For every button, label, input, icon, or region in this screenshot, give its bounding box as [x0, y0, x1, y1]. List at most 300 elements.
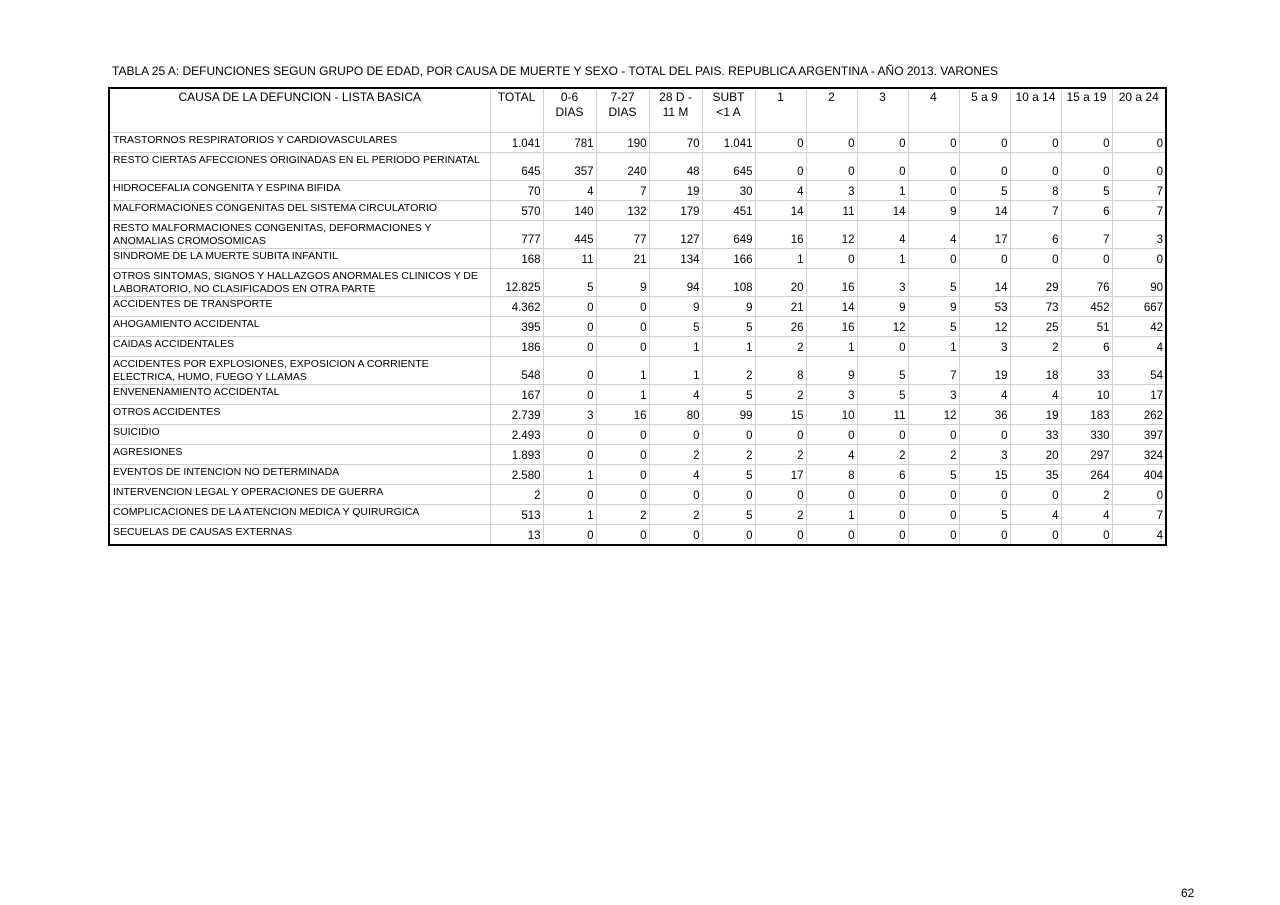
- value-cell: 513: [490, 505, 543, 525]
- value-cell: 1: [649, 337, 702, 357]
- cause-cell: INTERVENCION LEGAL Y OPERACIONES DE GUERRA: [109, 485, 490, 505]
- value-cell: 1: [543, 465, 596, 485]
- value-cell: 14: [857, 201, 908, 221]
- value-cell: 132: [596, 201, 649, 221]
- value-cell: 4: [857, 221, 908, 249]
- value-cell: 7: [1061, 221, 1112, 249]
- value-cell: 0: [543, 357, 596, 385]
- value-cell: 33: [1010, 425, 1061, 445]
- value-cell: 0: [1010, 133, 1061, 153]
- value-cell: 0: [543, 525, 596, 546]
- value-cell: 297: [1061, 445, 1112, 465]
- table-row: [109, 317, 1166, 337]
- value-cell: 0: [806, 153, 857, 181]
- value-cell: 190: [596, 133, 649, 153]
- value-cell: 0: [1112, 249, 1166, 269]
- value-cell: 0: [755, 485, 806, 505]
- value-cell: 0: [543, 425, 596, 445]
- value-cell: 1: [755, 249, 806, 269]
- value-cell: 179: [649, 201, 702, 221]
- value-cell: 15: [959, 465, 1010, 485]
- value-cell: 17: [959, 221, 1010, 249]
- value-cell: 9: [908, 297, 959, 317]
- value-cell: 3: [806, 181, 857, 201]
- cause-cell: SUICIDIO: [109, 425, 490, 445]
- value-cell: 30: [702, 181, 755, 201]
- value-cell: 0: [596, 465, 649, 485]
- page-number: 62: [1181, 886, 1195, 900]
- value-cell: 12: [959, 317, 1010, 337]
- table-row: [109, 485, 1166, 505]
- value-cell: 0: [596, 485, 649, 505]
- value-cell: 48: [649, 153, 702, 181]
- value-cell: 108: [702, 269, 755, 297]
- value-cell: 5: [702, 385, 755, 405]
- value-cell: 7: [596, 181, 649, 201]
- cause-cell: AGRESIONES: [109, 445, 490, 465]
- value-cell: 42: [1112, 317, 1166, 337]
- value-cell: 25: [1010, 317, 1061, 337]
- value-cell: 0: [1061, 525, 1112, 546]
- value-cell: 5: [543, 269, 596, 297]
- table-row: [109, 385, 1166, 405]
- cause-cell: COMPLICACIONES DE LA ATENCION MEDICA Y QUIRURGICA: [109, 505, 490, 525]
- cause-cell: ACCIDENTES POR EXPLOSIONES, EXPOSICION A CORRIENTE ELECTRICA, HUMO, FUEGO Y LLAMAS: [109, 357, 490, 385]
- value-cell: 4: [1010, 505, 1061, 525]
- value-cell: 0: [806, 425, 857, 445]
- value-cell: 452: [1061, 297, 1112, 317]
- header-col: 20 a 24: [1112, 88, 1166, 133]
- value-cell: 324: [1112, 445, 1166, 465]
- value-cell: 5: [702, 505, 755, 525]
- value-cell: 4.362: [490, 297, 543, 317]
- value-cell: 0: [755, 133, 806, 153]
- value-cell: 4: [1112, 337, 1166, 357]
- value-cell: 2: [1061, 485, 1112, 505]
- value-cell: 0: [596, 425, 649, 445]
- value-cell: 1.041: [490, 133, 543, 153]
- value-cell: 2: [857, 445, 908, 465]
- value-cell: 33: [1061, 357, 1112, 385]
- value-cell: 4: [959, 385, 1010, 405]
- table-row: [109, 269, 1166, 297]
- value-cell: 17: [755, 465, 806, 485]
- value-cell: 0: [755, 525, 806, 546]
- value-cell: 2: [649, 445, 702, 465]
- value-cell: 2: [755, 505, 806, 525]
- cause-cell: RESTO MALFORMACIONES CONGENITAS, DEFORMACIONES Y ANOMALIAS CROMOSOMICAS: [109, 221, 490, 249]
- value-cell: 4: [755, 181, 806, 201]
- value-cell: 134: [649, 249, 702, 269]
- cause-cell: ACCIDENTES DE TRANSPORTE: [109, 297, 490, 317]
- value-cell: 18: [1010, 357, 1061, 385]
- value-cell: 2: [755, 445, 806, 465]
- value-cell: 14: [806, 297, 857, 317]
- value-cell: 14: [959, 269, 1010, 297]
- value-cell: 8: [806, 465, 857, 485]
- value-cell: 90: [1112, 269, 1166, 297]
- value-cell: 21: [755, 297, 806, 317]
- value-cell: 0: [857, 505, 908, 525]
- value-cell: 5: [649, 317, 702, 337]
- value-cell: 264: [1061, 465, 1112, 485]
- value-cell: 1: [596, 357, 649, 385]
- value-cell: 168: [490, 249, 543, 269]
- value-cell: 2: [702, 357, 755, 385]
- value-cell: 11: [857, 405, 908, 425]
- cause-cell: OTROS SINTOMAS, SIGNOS Y HALLAZGOS ANORMALES CLINICOS Y DE LABORATORIO, NO CLASIFICADOS EN OTRA PARTE: [109, 269, 490, 297]
- value-cell: 0: [908, 485, 959, 505]
- value-cell: 8: [1010, 181, 1061, 201]
- value-cell: 51: [1061, 317, 1112, 337]
- cause-cell: MALFORMACIONES CONGENITAS DEL SISTEMA CIRCULATORIO: [109, 201, 490, 221]
- value-cell: 570: [490, 201, 543, 221]
- value-cell: 5: [908, 317, 959, 337]
- value-cell: 13: [490, 525, 543, 546]
- value-cell: 0: [959, 525, 1010, 546]
- table-row: [109, 425, 1166, 445]
- value-cell: 0: [702, 525, 755, 546]
- value-cell: 0: [806, 485, 857, 505]
- value-cell: 4: [649, 465, 702, 485]
- header-col: 7-27 DIAS: [596, 88, 649, 133]
- value-cell: 781: [543, 133, 596, 153]
- value-cell: 1.893: [490, 445, 543, 465]
- value-cell: 166: [702, 249, 755, 269]
- value-cell: 2: [490, 485, 543, 505]
- value-cell: 0: [543, 337, 596, 357]
- value-cell: 5: [702, 317, 755, 337]
- value-cell: 2.493: [490, 425, 543, 445]
- value-cell: 0: [649, 485, 702, 505]
- value-cell: 2: [908, 445, 959, 465]
- value-cell: 2: [755, 337, 806, 357]
- value-cell: 262: [1112, 405, 1166, 425]
- value-cell: 4: [649, 385, 702, 405]
- table-row: [109, 201, 1166, 221]
- value-cell: 19: [959, 357, 1010, 385]
- value-cell: 0: [857, 485, 908, 505]
- header-col: 3: [857, 88, 908, 133]
- header-row: [109, 88, 1166, 133]
- table-row: [109, 405, 1166, 425]
- value-cell: 26: [755, 317, 806, 337]
- value-cell: 1: [857, 249, 908, 269]
- value-cell: 0: [596, 445, 649, 465]
- value-cell: 36: [959, 405, 1010, 425]
- value-cell: 2: [755, 385, 806, 405]
- value-cell: 6: [857, 465, 908, 485]
- value-cell: 0: [908, 181, 959, 201]
- table-row: [109, 465, 1166, 485]
- value-cell: 0: [649, 525, 702, 546]
- value-cell: 645: [490, 153, 543, 181]
- value-cell: 0: [959, 425, 1010, 445]
- value-cell: 14: [755, 201, 806, 221]
- value-cell: 4: [908, 221, 959, 249]
- value-cell: 7: [1010, 201, 1061, 221]
- value-cell: 12.825: [490, 269, 543, 297]
- value-cell: 0: [543, 297, 596, 317]
- value-cell: 94: [649, 269, 702, 297]
- value-cell: 12: [908, 405, 959, 425]
- header-col: 5 a 9: [959, 88, 1010, 133]
- cause-cell: OTROS ACCIDENTES: [109, 405, 490, 425]
- value-cell: 0: [649, 425, 702, 445]
- header-col: 2: [806, 88, 857, 133]
- value-cell: 12: [806, 221, 857, 249]
- value-cell: 0: [1010, 153, 1061, 181]
- value-cell: 6: [1061, 201, 1112, 221]
- value-cell: 14: [959, 201, 1010, 221]
- cause-cell: TRASTORNOS RESPIRATORIOS Y CARDIOVASCULARES: [109, 133, 490, 153]
- value-cell: 9: [857, 297, 908, 317]
- value-cell: 9: [908, 201, 959, 221]
- value-cell: 2: [596, 505, 649, 525]
- value-cell: 0: [857, 337, 908, 357]
- value-cell: 80: [649, 405, 702, 425]
- value-cell: 0: [959, 249, 1010, 269]
- cause-cell: SECUELAS DE CAUSAS EXTERNAS: [109, 525, 490, 546]
- value-cell: 0: [959, 153, 1010, 181]
- value-cell: 0: [1010, 485, 1061, 505]
- value-cell: 16: [806, 269, 857, 297]
- value-cell: 0: [543, 485, 596, 505]
- table-row: [109, 221, 1166, 249]
- value-cell: 54: [1112, 357, 1166, 385]
- value-cell: 21: [596, 249, 649, 269]
- value-cell: 1: [806, 337, 857, 357]
- value-cell: 3: [806, 385, 857, 405]
- table-row: [109, 249, 1166, 269]
- cause-cell: CAIDAS ACCIDENTALES: [109, 337, 490, 357]
- value-cell: 0: [1010, 249, 1061, 269]
- table-row: [109, 505, 1166, 525]
- value-cell: 9: [596, 269, 649, 297]
- value-cell: 2: [1010, 337, 1061, 357]
- header-col: 28 D - 11 M: [649, 88, 702, 133]
- value-cell: 5: [908, 269, 959, 297]
- value-cell: 645: [702, 153, 755, 181]
- value-cell: 99: [702, 405, 755, 425]
- value-cell: 0: [908, 425, 959, 445]
- value-cell: 7: [1112, 505, 1166, 525]
- table-row: [109, 133, 1166, 153]
- value-cell: 53: [959, 297, 1010, 317]
- cause-cell: RESTO CIERTAS AFECCIONES ORIGINADAS EN EL PERIODO PERINATAL: [109, 153, 490, 181]
- table-row: [109, 337, 1166, 357]
- mortality-table: [108, 87, 1167, 546]
- value-cell: 667: [1112, 297, 1166, 317]
- value-cell: 3: [1112, 221, 1166, 249]
- value-cell: 127: [649, 221, 702, 249]
- value-cell: 404: [1112, 465, 1166, 485]
- value-cell: 0: [857, 133, 908, 153]
- value-cell: 16: [806, 317, 857, 337]
- value-cell: 0: [543, 385, 596, 405]
- value-cell: 451: [702, 201, 755, 221]
- value-cell: 777: [490, 221, 543, 249]
- header-col: 10 a 14: [1010, 88, 1061, 133]
- value-cell: 3: [959, 445, 1010, 465]
- value-cell: 140: [543, 201, 596, 221]
- value-cell: 0: [908, 505, 959, 525]
- value-cell: 1: [857, 181, 908, 201]
- value-cell: 0: [596, 337, 649, 357]
- table-row: [109, 153, 1166, 181]
- value-cell: 0: [1061, 249, 1112, 269]
- header-col: TOTAL: [490, 88, 543, 133]
- value-cell: 0: [857, 425, 908, 445]
- value-cell: 7: [1112, 201, 1166, 221]
- value-cell: 6: [1061, 337, 1112, 357]
- value-cell: 4: [806, 445, 857, 465]
- value-cell: 5: [959, 181, 1010, 201]
- value-cell: 649: [702, 221, 755, 249]
- value-cell: 9: [649, 297, 702, 317]
- header-col: 4: [908, 88, 959, 133]
- cause-cell: SINDROME DE LA MUERTE SUBITA INFANTIL: [109, 249, 490, 269]
- value-cell: 4: [1010, 385, 1061, 405]
- value-cell: 1: [543, 505, 596, 525]
- value-cell: 0: [596, 317, 649, 337]
- value-cell: 0: [806, 249, 857, 269]
- value-cell: 2.739: [490, 405, 543, 425]
- value-cell: 3: [543, 405, 596, 425]
- value-cell: 0: [857, 525, 908, 546]
- value-cell: 0: [1112, 485, 1166, 505]
- value-cell: 7: [908, 357, 959, 385]
- value-cell: 2: [649, 505, 702, 525]
- table-row: [109, 297, 1166, 317]
- value-cell: 11: [806, 201, 857, 221]
- header-col: 0-6 DIAS: [543, 88, 596, 133]
- value-cell: 1: [806, 505, 857, 525]
- value-cell: 0: [543, 445, 596, 465]
- value-cell: 73: [1010, 297, 1061, 317]
- value-cell: 395: [490, 317, 543, 337]
- value-cell: 0: [908, 525, 959, 546]
- value-cell: 4: [1112, 525, 1166, 546]
- cause-cell: ENVENENAMIENTO ACCIDENTAL: [109, 385, 490, 405]
- value-cell: 35: [1010, 465, 1061, 485]
- value-cell: 20: [1010, 445, 1061, 465]
- header-col: SUBT <1 A: [702, 88, 755, 133]
- value-cell: 0: [908, 133, 959, 153]
- value-cell: 7: [1112, 181, 1166, 201]
- value-cell: 2: [702, 445, 755, 465]
- header-cause: CAUSA DE LA DEFUNCION - LISTA BASICA: [109, 88, 490, 133]
- value-cell: 3: [908, 385, 959, 405]
- value-cell: 397: [1112, 425, 1166, 445]
- value-cell: 76: [1061, 269, 1112, 297]
- value-cell: 0: [702, 485, 755, 505]
- value-cell: 240: [596, 153, 649, 181]
- table-row: [109, 181, 1166, 201]
- value-cell: 16: [596, 405, 649, 425]
- value-cell: 0: [806, 525, 857, 546]
- value-cell: 0: [1061, 133, 1112, 153]
- value-cell: 1: [649, 357, 702, 385]
- value-cell: 5: [857, 385, 908, 405]
- value-cell: 186: [490, 337, 543, 357]
- value-cell: 1: [908, 337, 959, 357]
- value-cell: 0: [755, 425, 806, 445]
- value-cell: 12: [857, 317, 908, 337]
- cause-cell: HIDROCEFALIA CONGENITA Y ESPINA BIFIDA: [109, 181, 490, 201]
- value-cell: 11: [543, 249, 596, 269]
- table-title: TABLA 25 A: DEFUNCIONES SEGUN GRUPO DE EDAD, POR CAUSA DE MUERTE Y SEXO - TOTAL DEL PAIS. REPUBLICA ARGENTINA - AÑO 2013. VARONES: [112, 64, 999, 78]
- header-col: 1: [755, 88, 806, 133]
- value-cell: 2.580: [490, 465, 543, 485]
- cause-cell: AHOGAMIENTO ACCIDENTAL: [109, 317, 490, 337]
- value-cell: 9: [806, 357, 857, 385]
- cause-cell: EVENTOS DE INTENCION NO DETERMINADA: [109, 465, 490, 485]
- value-cell: 0: [908, 153, 959, 181]
- value-cell: 70: [490, 181, 543, 201]
- table-row: [109, 525, 1166, 546]
- value-cell: 29: [1010, 269, 1061, 297]
- value-cell: 3: [857, 269, 908, 297]
- value-cell: 4: [543, 181, 596, 201]
- value-cell: 19: [649, 181, 702, 201]
- value-cell: 3: [959, 337, 1010, 357]
- value-cell: 16: [755, 221, 806, 249]
- value-cell: 0: [857, 153, 908, 181]
- value-cell: 0: [1112, 153, 1166, 181]
- value-cell: 0: [755, 153, 806, 181]
- value-cell: 0: [596, 297, 649, 317]
- value-cell: 5: [959, 505, 1010, 525]
- value-cell: 5: [857, 357, 908, 385]
- value-cell: 6: [1010, 221, 1061, 249]
- value-cell: 20: [755, 269, 806, 297]
- value-cell: 8: [755, 357, 806, 385]
- value-cell: 1: [596, 385, 649, 405]
- value-cell: 445: [543, 221, 596, 249]
- value-cell: 1.041: [702, 133, 755, 153]
- value-cell: 19: [1010, 405, 1061, 425]
- value-cell: 357: [543, 153, 596, 181]
- value-cell: 9: [702, 297, 755, 317]
- value-cell: 0: [806, 133, 857, 153]
- value-cell: 330: [1061, 425, 1112, 445]
- value-cell: 0: [908, 249, 959, 269]
- value-cell: 5: [1061, 181, 1112, 201]
- value-cell: 548: [490, 357, 543, 385]
- value-cell: 5: [702, 465, 755, 485]
- value-cell: 4: [1061, 505, 1112, 525]
- value-cell: 183: [1061, 405, 1112, 425]
- value-cell: 17: [1112, 385, 1166, 405]
- value-cell: 0: [702, 425, 755, 445]
- header-col: 15 a 19: [1061, 88, 1112, 133]
- value-cell: 70: [649, 133, 702, 153]
- value-cell: 0: [1112, 133, 1166, 153]
- value-cell: 5: [908, 465, 959, 485]
- value-cell: 1: [702, 337, 755, 357]
- table-row: [109, 445, 1166, 465]
- value-cell: 0: [959, 133, 1010, 153]
- value-cell: 77: [596, 221, 649, 249]
- value-cell: 0: [596, 525, 649, 546]
- table-row: [109, 357, 1166, 385]
- value-cell: 15: [755, 405, 806, 425]
- value-cell: 10: [1061, 385, 1112, 405]
- value-cell: 0: [1061, 153, 1112, 181]
- value-cell: 0: [543, 317, 596, 337]
- value-cell: 0: [1010, 525, 1061, 546]
